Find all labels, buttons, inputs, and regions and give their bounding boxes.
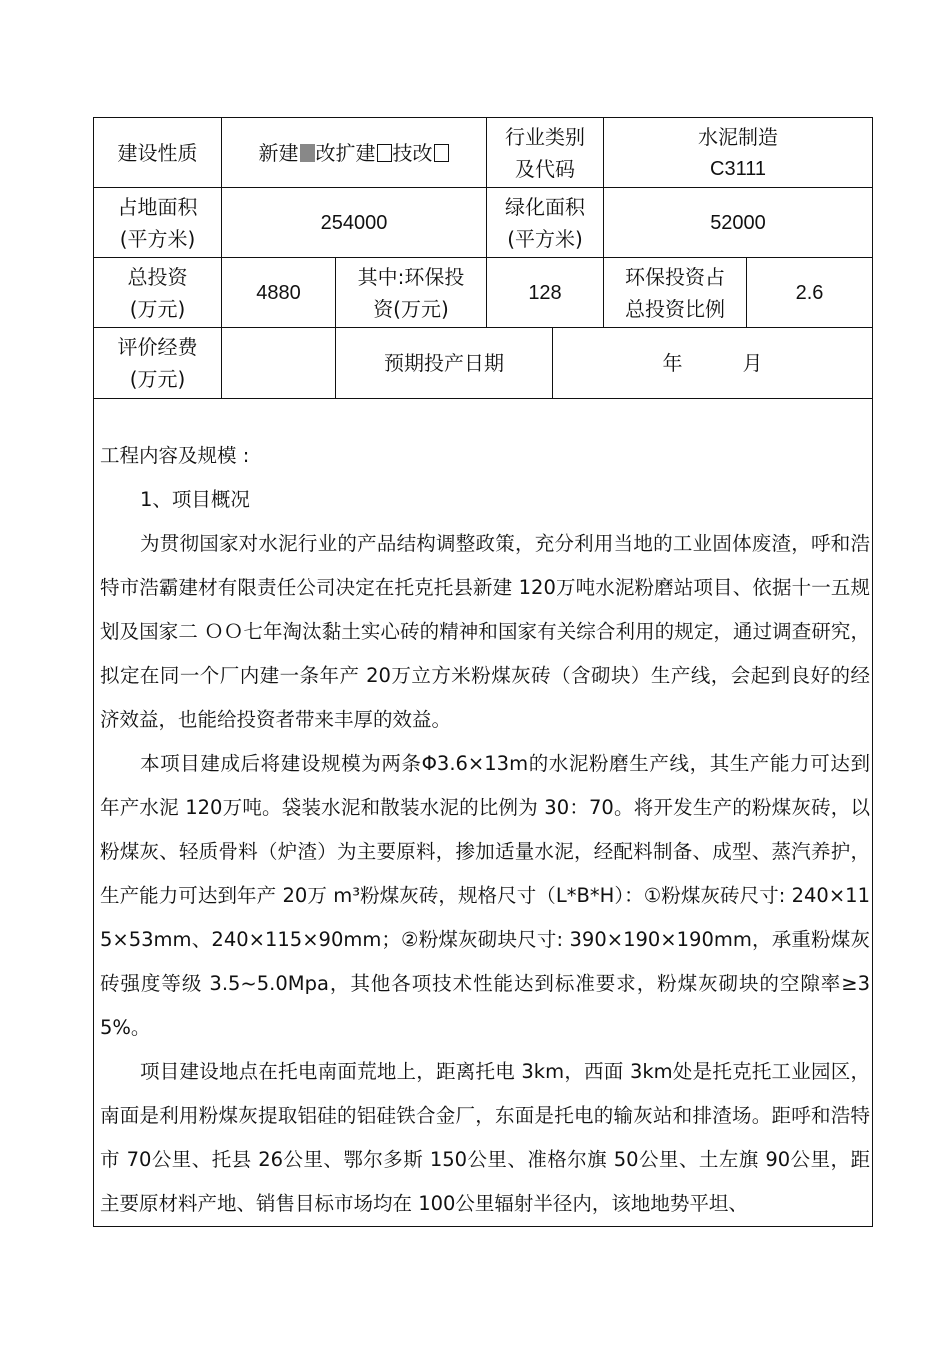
env-invest-label	[336, 258, 486, 327]
checkbox-expand[interactable]	[377, 144, 392, 162]
checkbox-tech[interactable]	[434, 144, 449, 162]
industry-label	[487, 118, 603, 187]
industry-label-line1: 行业类别	[505, 124, 585, 149]
green-label-line2: (平方米)	[507, 226, 583, 251]
nature-option-expand: 改扩建	[315, 140, 376, 165]
invest-value	[222, 258, 335, 327]
section-1-title: 1、项目概况	[140, 488, 250, 511]
nature-label	[94, 118, 221, 187]
ratio-value-text: 2.6	[795, 281, 824, 304]
env-invest-label-line1: 其中:环保投	[357, 264, 465, 289]
fee-label	[94, 328, 221, 398]
env-invest-value-text: 128	[528, 281, 562, 304]
content-heading: 工程内容及规模 :	[100, 444, 250, 467]
ratio-label	[604, 258, 746, 327]
nature-label-text: 建设性质	[117, 140, 198, 165]
env-invest-label-line2: 资(万元)	[373, 296, 449, 321]
area-value-text: 254000	[320, 211, 388, 234]
nature-option-tech: 技改	[392, 140, 433, 165]
paragraph-2: 本项目建成后将建设规模为两条Φ3.6×13m的水泥粉磨生产线，其生产能力可达到年产水泥 120万吨。袋装水泥和散装水泥的比例为 30：70。将开发生产的粉煤灰砖，以粉煤灰、轻质骨料（炉渣）为主要原料，掺加适量水泥，经配料制备、成型、蒸汽养护，生产能力可达到年产 20万 m³粉煤灰砖，规格尺寸（L*B*H）：①粉煤灰砖尺寸: 240×115×53mm、240×115×90mm；②粉煤灰砌块尺寸: 390×190×190mm，承重粉煤灰砖强度等级 3.5~5.0Mpa，其他各项技术性能达到标准要求，粉煤灰砌块的空隙率≥35%。	[100, 752, 870, 1039]
green-value-text: 52000	[710, 211, 766, 234]
nature-options-line	[259, 137, 450, 169]
date-label-text: 预期投产日期	[384, 351, 504, 375]
area-label-line1: 占地面积	[117, 194, 198, 219]
invest-label-line1: 总投资	[127, 264, 188, 289]
project-content	[100, 434, 870, 1226]
invest-label-line2: (万元)	[129, 296, 186, 321]
green-value	[604, 188, 872, 257]
date-label	[336, 328, 552, 398]
area-label-line2: (平方米)	[119, 226, 196, 251]
area-value	[222, 188, 486, 257]
ratio-label-line1: 环保投资占	[625, 264, 725, 289]
nature-options	[222, 118, 486, 187]
green-label	[487, 188, 603, 257]
industry-value	[604, 118, 872, 187]
date-value[interactable]	[553, 328, 872, 398]
date-year-label: 年	[662, 351, 683, 375]
paragraph-3: 项目建设地点在托电南面荒地上，距离托电 3km，西面 3km处是托克托工业园区，南面是利用粉煤灰提取铝硅的铝硅铁合金厂，东面是托电的输灰站和排渣场。距呼和浩特市 70公里、托县 26公里、鄂尔多斯 150公里、准格尔旗 50公里、土左旗 90公里，距主要原材料产地、销售目标市场均在 100公里辐射半径内，该地地势平坦、	[100, 1060, 870, 1215]
row-divider	[93, 398, 873, 399]
industry-value-code: C3111	[710, 157, 766, 180]
fee-label-line2: (万元)	[129, 367, 186, 391]
industry-label-line2: 及代码	[515, 156, 575, 181]
area-label	[94, 188, 221, 257]
invest-value-text: 4880	[256, 281, 301, 304]
fee-label-line1: 评价经费	[117, 335, 198, 359]
green-label-line1: 绿化面积	[505, 194, 585, 219]
fee-value[interactable]	[222, 328, 335, 398]
industry-value-name: 水泥制造	[698, 124, 778, 149]
date-month-label: 月	[742, 351, 763, 375]
nature-option-new: 新建	[258, 140, 299, 165]
ratio-label-line2: 总投资比例	[625, 296, 725, 321]
checkbox-new-checked[interactable]	[300, 144, 315, 162]
invest-label	[94, 258, 221, 327]
env-invest-value	[487, 258, 603, 327]
ratio-value	[747, 258, 872, 327]
paragraph-1: 为贯彻国家对水泥行业的产品结构调整政策，充分利用当地的工业固体废渣，呼和浩特市浩霸建材有限责任公司决定在托克托县新建 120万吨水泥粉磨站项目、依据十一五规划及国家二 ＯＯ七年淘汰黏土实心砖的精神和国家有关综合利用的规定，通过调查研究，拟定在同一个厂内建一条年产 20万立方米粉煤灰砖（含砌块）生产线，会起到良好的经济效益，也能给投资者带来丰厚的效益。	[100, 532, 870, 731]
